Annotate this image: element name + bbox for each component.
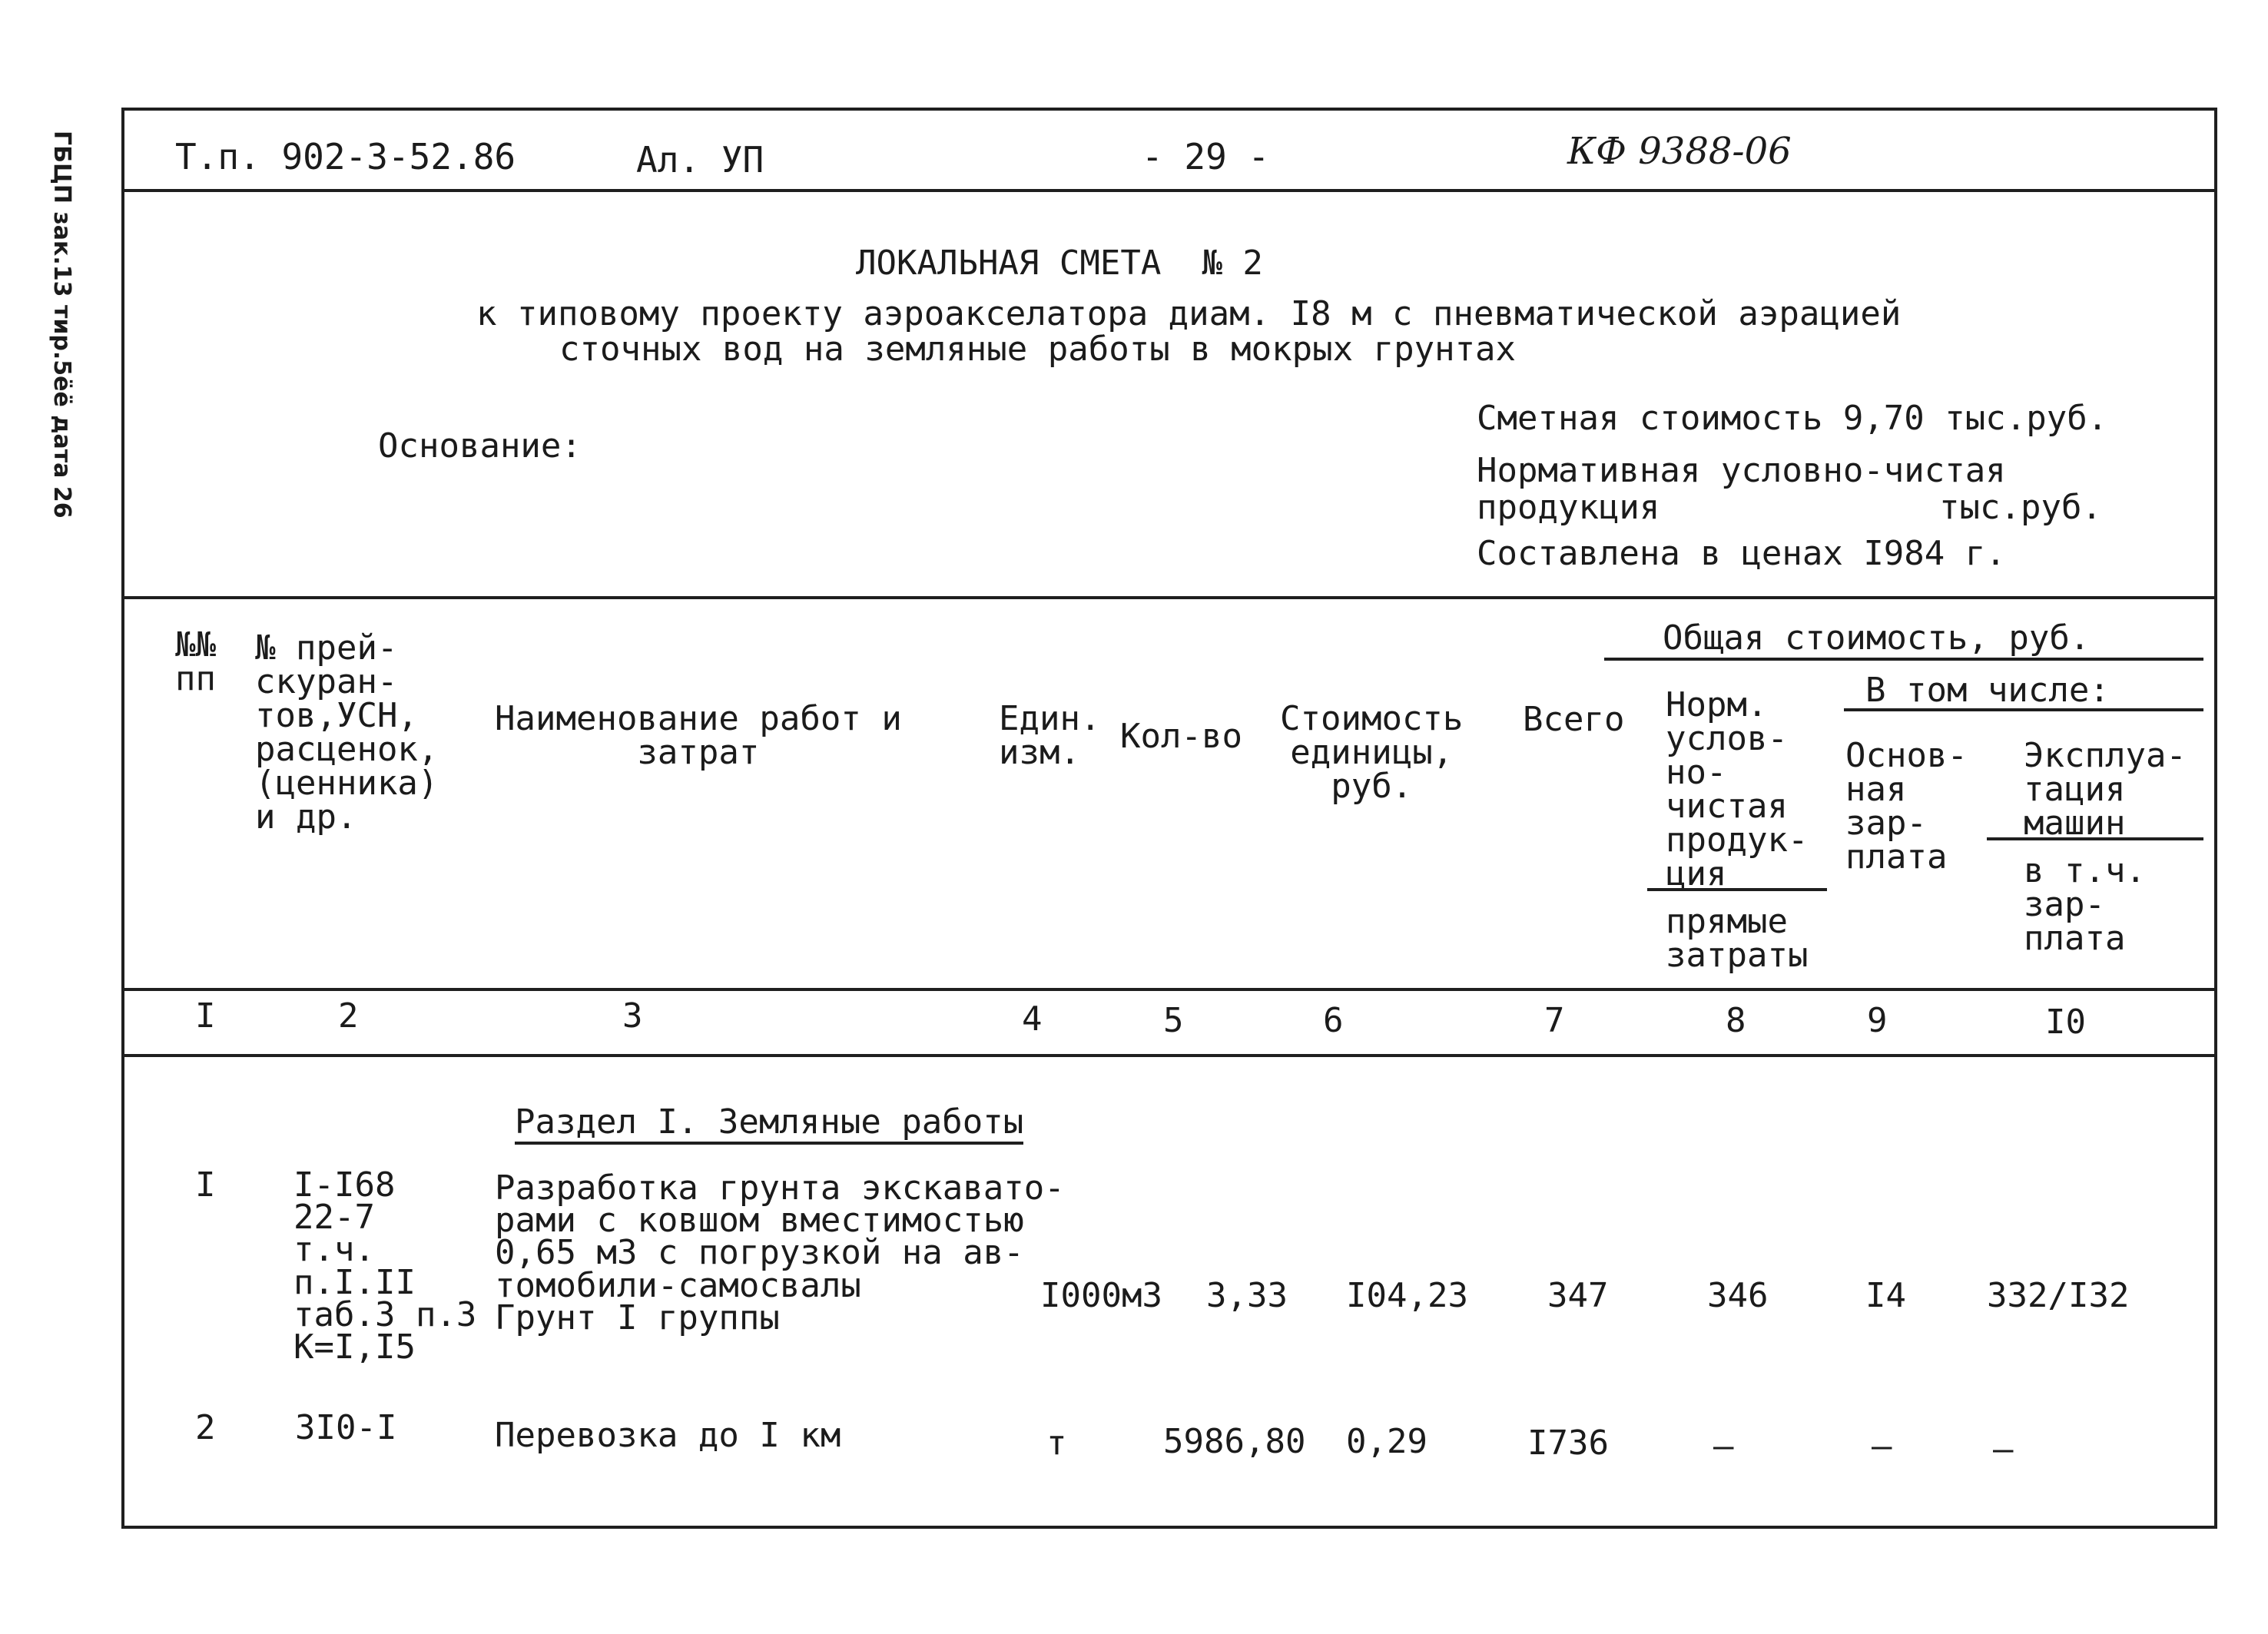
album-label: Ал. УП bbox=[636, 139, 764, 181]
header-col9: Основ- ная зар- плата bbox=[1845, 736, 1968, 877]
col8-divider bbox=[1647, 888, 1827, 891]
row1-total: 347 bbox=[1547, 1276, 1609, 1315]
header-col1: №№ пп bbox=[175, 625, 216, 698]
total-cost-group-label: Общая стоимость, руб. bbox=[1663, 618, 2091, 658]
row1-quantity: 3,33 bbox=[1206, 1276, 1288, 1315]
row2-number: 2 bbox=[195, 1408, 216, 1447]
side-stamp bbox=[45, 131, 106, 519]
table-top-rule bbox=[124, 596, 2216, 599]
row2-reference: 3I0-I bbox=[295, 1408, 397, 1447]
column-number-3: 3 bbox=[622, 996, 643, 1036]
page-number: - 29 - bbox=[1142, 136, 1270, 177]
row1-machines: 332/I32 bbox=[1987, 1276, 2130, 1315]
header-col6: Стоимость единицы, руб. bbox=[1280, 699, 1464, 806]
row2-wage: – bbox=[1872, 1427, 1892, 1466]
header-col4: Един. изм. bbox=[999, 699, 1101, 772]
row1-reference: I-I68 22-7 т.ч. п.I.II таб.3 п.3 К=I,I5 bbox=[293, 1165, 477, 1367]
column-number-4: 4 bbox=[1022, 999, 1043, 1039]
column-number-9: 9 bbox=[1867, 1001, 1888, 1040]
header-col2: № прей- скуран- тов,УСН, расценок, (ценника) и др. bbox=[255, 628, 439, 837]
header-col5: Кол-во bbox=[1120, 717, 1242, 756]
section-title: Раздел I. Земляные работы bbox=[515, 1105, 1023, 1145]
row2-unit: т bbox=[1046, 1424, 1067, 1463]
header-col8-top: Норм. услов- но- чистая продук- ция bbox=[1666, 685, 1809, 893]
in-that-number-rule bbox=[1844, 708, 2203, 711]
total-cost-group-rule bbox=[1604, 658, 2203, 661]
in-that-number-label: В том числе: bbox=[1865, 671, 2110, 710]
column-number-7: 7 bbox=[1544, 1001, 1565, 1040]
column-number-5: 5 bbox=[1163, 1001, 1184, 1040]
row1-direct-costs: 346 bbox=[1707, 1276, 1769, 1315]
prices-year: Составлена в ценах I984 г. bbox=[1477, 534, 2006, 573]
header-col10-bottom: в т.ч. зар- плата bbox=[2024, 851, 2146, 958]
row1-work-name: Разработка грунта экскавато- рами с ковшом вместимостью 0,65 м3 с погрузкой на ав- томобили-самосвалы Грунт I группы bbox=[495, 1168, 1065, 1337]
normative-production-line1: Нормативная условно-чистая bbox=[1477, 451, 2006, 490]
row1-unit-cost: I04,23 bbox=[1346, 1276, 1468, 1315]
row2-work-name: Перевозка до I км bbox=[495, 1416, 841, 1455]
column-numbers-bottom-rule bbox=[124, 1054, 2216, 1057]
basis-label: Основание: bbox=[378, 426, 582, 466]
header-col8-bottom: прямые затраты bbox=[1666, 902, 1809, 975]
column-number-2: 2 bbox=[338, 996, 359, 1036]
estimate-subtitle-line2: сточных вод на земляные работы в мокрых грунтах bbox=[559, 330, 1517, 369]
header-col7: Всего bbox=[1523, 700, 1625, 739]
document-code: КФ 9388-06 bbox=[1567, 130, 1792, 173]
row2-unit-cost: 0,29 bbox=[1346, 1422, 1427, 1461]
column-number-8: 8 bbox=[1726, 1001, 1746, 1040]
row1-unit: I000м3 bbox=[1040, 1276, 1162, 1315]
side-stamp-text: ГБЦП зак.13 тир.5ёё дата 26 bbox=[48, 131, 75, 519]
row2-quantity: 5986,80 bbox=[1163, 1422, 1306, 1461]
estimate-title: ЛОКАЛЬНАЯ СМЕТА № 2 bbox=[856, 244, 1263, 283]
estimated-cost: Сметная стоимость 9,70 тыс.руб. bbox=[1477, 399, 2108, 438]
header-col3: Наименование работ и затрат bbox=[495, 699, 902, 772]
row2-total: I736 bbox=[1527, 1424, 1609, 1463]
estimate-subtitle-line1: к типовому проекту аэроакселатора диам. I8 м с пневматической аэрацией bbox=[476, 294, 1902, 333]
header-divider bbox=[124, 189, 2216, 192]
column-number-6: 6 bbox=[1323, 1001, 1344, 1040]
row1-wage: I4 bbox=[1865, 1276, 1906, 1315]
header-col10-top: Эксплуа- тация машин bbox=[2024, 736, 2187, 843]
project-number: Т.п. 902-3-52.86 bbox=[175, 136, 516, 177]
row1-number: I bbox=[195, 1165, 216, 1205]
normative-production-unit: тыс.руб. bbox=[1939, 488, 2102, 527]
row2-machines: – bbox=[1993, 1430, 2014, 1469]
normative-production-label: продукция bbox=[1477, 488, 1660, 527]
col10-divider bbox=[1987, 837, 2203, 840]
column-numbers-top-rule bbox=[124, 988, 2216, 991]
column-number-10: I0 bbox=[2045, 1003, 2086, 1042]
row2-direct-costs: – bbox=[1713, 1427, 1734, 1466]
column-number-1: I bbox=[195, 996, 216, 1036]
